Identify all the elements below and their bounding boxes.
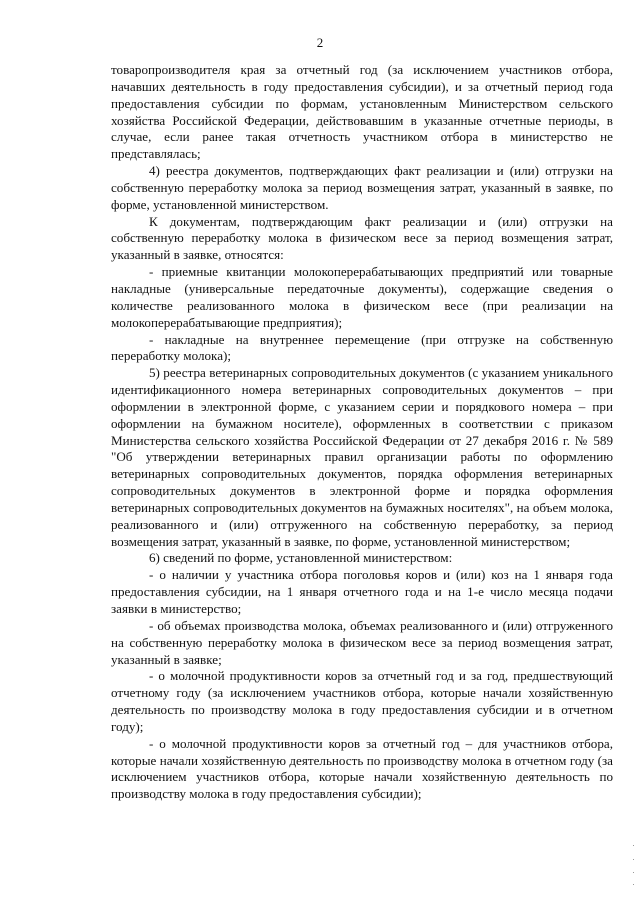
paragraph-item-4-sales-register: 4) реестра документов, подтверждающих факт реализации и (или) отгрузки на собственную переработку молока за период возмещения затрат, указанный в заявке, по форме, установленной министерством. <box>111 163 613 212</box>
list-item-milk-production-volumes: - об объемах производства молока, объемах реализованного и (или) отгруженного на собственную переработку молока в физическом весе за период возмещения затрат, указанный в заявке; <box>111 617 613 667</box>
scan-specks <box>633 845 636 885</box>
list-item-productivity-two-years: - о молочной продуктивности коров за отчетный год и за год, предшествующий отчетному году (за исключением участников отбора, которые начали хозяйственную деятельность по производству молока в году предоставления субсидии и в отчетном году); <box>111 668 613 734</box>
list-item-internal-transfer-waybills: - накладные на внутреннее перемещение (при отгрузке на собственную переработку молока); <box>111 331 613 364</box>
page-number: 2 <box>316 35 324 50</box>
document-body <box>111 62 613 803</box>
list-item-livestock-headcount: - о наличии у участника отбора поголовья коров и (или) коз на 1 января года предоставления субсидии, на 1 января отчетного года и на 1-е число месяца подачи заявки в министерство; <box>111 567 613 616</box>
list-item-productivity-reporting-year: - о молочной продуктивности коров за отчетный год – для участников отбора, которые начали хозяйственную деятельность по производству молока в отчетном году (за исключением участников отбора, которые начали хозяйственную деятельность по производству молока в году предоставления субсидии); <box>111 735 613 802</box>
paragraph-supporting-documents-intro: К документам, подтверждающим факт реализации и (или) отгрузки на собственную переработку молока в физическом весе за период возмещения затрат, указанный в заявке, относятся: <box>111 213 613 263</box>
paragraph-item-5-veterinary-register: 5) реестра ветеринарных сопроводительных документов (с указанием уникального идентификационного номера ветеринарных сопроводительных документов – при оформлении в электронной форме, с указанием серии и порядкового номера – при оформлении на бумажном носителе), оформленных в соответствии с приказом Министерства сельского хозяйства Российской Федерации от 27 декабря 2016 г. № 589 "Об утверждении ветеринарных правил организации работы по оформлению ветеринарных сопроводительных документов, порядка оформления ветеринарных сопроводительных документов в электронной форме и порядка оформления ветеринарных сопроводительных документов на бумажных носителях", на объем молока, реализованного и (или) отгруженного на собственную переработку, за период возмещения затрат, указанный в заявке, по форме, установленной министерством; <box>111 365 613 549</box>
paragraph-item-6-information: 6) сведений по форме, установленной министерством: <box>149 550 453 566</box>
paragraph-reporting-continuation: товаропроизводителя края за отчетный год (за исключением участников отбора, начавших деятельность в году предоставления субсидии), и за отчетный период года предоставления субсидии по формам, установленным Министерством сельского хозяйства Российской Федерации, действовавшим в указанные отчетные периоды, в случае, если ранее такая отчетность участником отбора в министерство не представлялась; <box>111 62 613 162</box>
list-item-receipt-invoices: - приемные квитанции молокоперерабатывающих предприятий или товарные накладные (универсальные передаточные документы), содержащие сведения о количестве реализованного молока в физическом весе (при реализации на молокоперерабатывающие предприятия); <box>111 264 613 330</box>
